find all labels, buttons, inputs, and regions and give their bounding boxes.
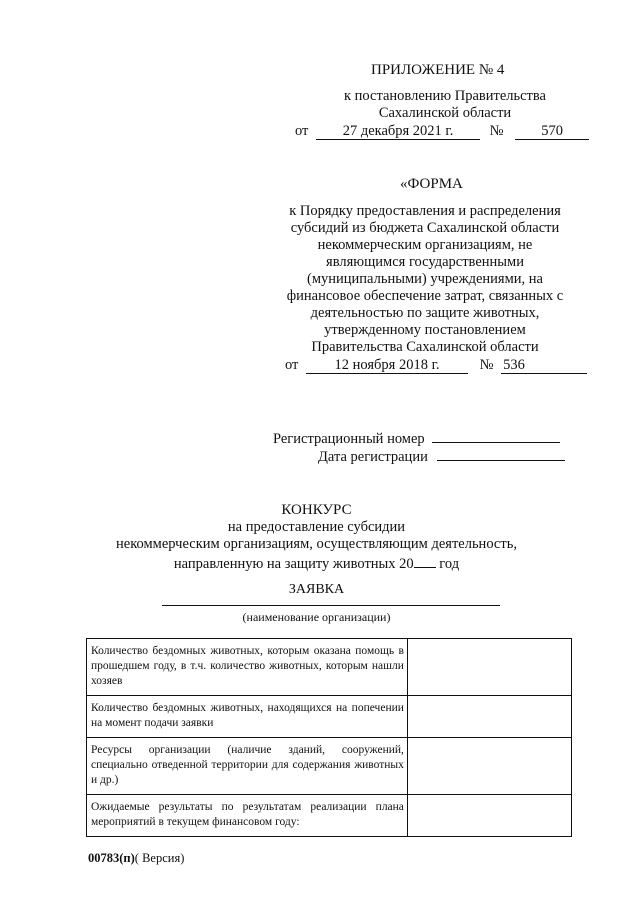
table-row-label: Ожидаемые результаты по результатам реализации плана мероприятий в текущем финансовом году: [87, 795, 408, 837]
form-line: утвержденному постановлением [324, 322, 526, 338]
form-number-value: 536 [503, 357, 525, 373]
registration-date-row [318, 445, 565, 466]
contest-heading [0, 502, 633, 573]
appendix-number: 570 [515, 124, 589, 140]
contest-line-2: некоммерческим организациям, осуществляющим деятельность, [116, 536, 517, 552]
table-row-value[interactable] [407, 738, 571, 795]
form-date: 12 ноября 2018 г. [306, 358, 468, 374]
footer-code: 00783(п) [88, 851, 135, 865]
contest-year-prefix: направленную на защиту животных 20 [173, 556, 414, 572]
appendix-reference [300, 88, 590, 122]
appendix-from-label: от [295, 123, 309, 139]
appendix-line-1: к постановлению Правительства [344, 88, 546, 104]
form-number-label: № [479, 357, 494, 373]
form-number [501, 358, 587, 374]
registration-date-label: Дата регистрации [318, 449, 428, 465]
table-row [87, 639, 572, 696]
table-row-label: Количество бездомных животных, которым оказана помощь в прошедшем году, в т.ч. количество животных, которым нашли хозяев [87, 639, 408, 696]
table-row [87, 696, 572, 738]
appendix-date: 27 декабря 2021 г. [316, 124, 480, 140]
application-table [86, 638, 572, 837]
organization-name-caption: (наименование организации) [242, 610, 391, 624]
registration-date-field[interactable] [437, 445, 565, 461]
appendix-line-2: Сахалинской области [378, 105, 512, 121]
form-line: Правительства Сахалинской области [311, 339, 539, 355]
form-line: финансовое обеспечение затрат, связанных с [286, 288, 564, 304]
contest-year-suffix: год [439, 556, 460, 572]
contest-line-1: на предоставление субсидии [227, 519, 406, 535]
table-row-label: Ресурсы организации (наличие зданий, сооружений, специально отведенной территории для содержания животных и др.) [87, 738, 408, 795]
organization-name-line[interactable] [162, 605, 500, 606]
table-row-value[interactable] [407, 696, 571, 738]
footer-document-code [88, 851, 184, 866]
form-line: субсидий из бюджета Сахалинской области [290, 220, 560, 236]
form-reference [275, 203, 575, 356]
form-date-line [285, 357, 587, 374]
table-row-label: Количество бездомных животных, находящихся на попечении на момент подачи заявки [87, 696, 408, 738]
application-title: ЗАЯВКА [288, 582, 345, 597]
form-line: некоммерческим организациям, не [317, 237, 533, 253]
form-line: к Порядку предоставления и распределения [289, 203, 561, 219]
footer-version: ( Версия) [134, 851, 185, 865]
form-line: деятельностью по защите животных, [310, 305, 540, 321]
contest-line-3 [0, 553, 633, 573]
appendix-date-line [295, 123, 589, 140]
contest-title: КОНКУРС [281, 502, 352, 518]
table-row-value[interactable] [407, 795, 571, 837]
contest-year-field[interactable] [414, 553, 436, 568]
registration-number-label: Регистрационный номер [273, 431, 425, 447]
table-row [87, 738, 572, 795]
appendix-title: ПРИЛОЖЕНИЕ № 4 [371, 62, 505, 78]
registration-number-field[interactable] [432, 427, 560, 443]
form-line: (муниципальными) учреждениями, на [307, 271, 543, 287]
appendix-number-label: № [489, 123, 504, 139]
table-row [87, 795, 572, 837]
form-from-label: от [285, 357, 299, 373]
form-title: «ФОРМА [400, 176, 463, 192]
table-row-value[interactable] [407, 639, 571, 696]
form-line: являющимся государственными [326, 254, 524, 270]
